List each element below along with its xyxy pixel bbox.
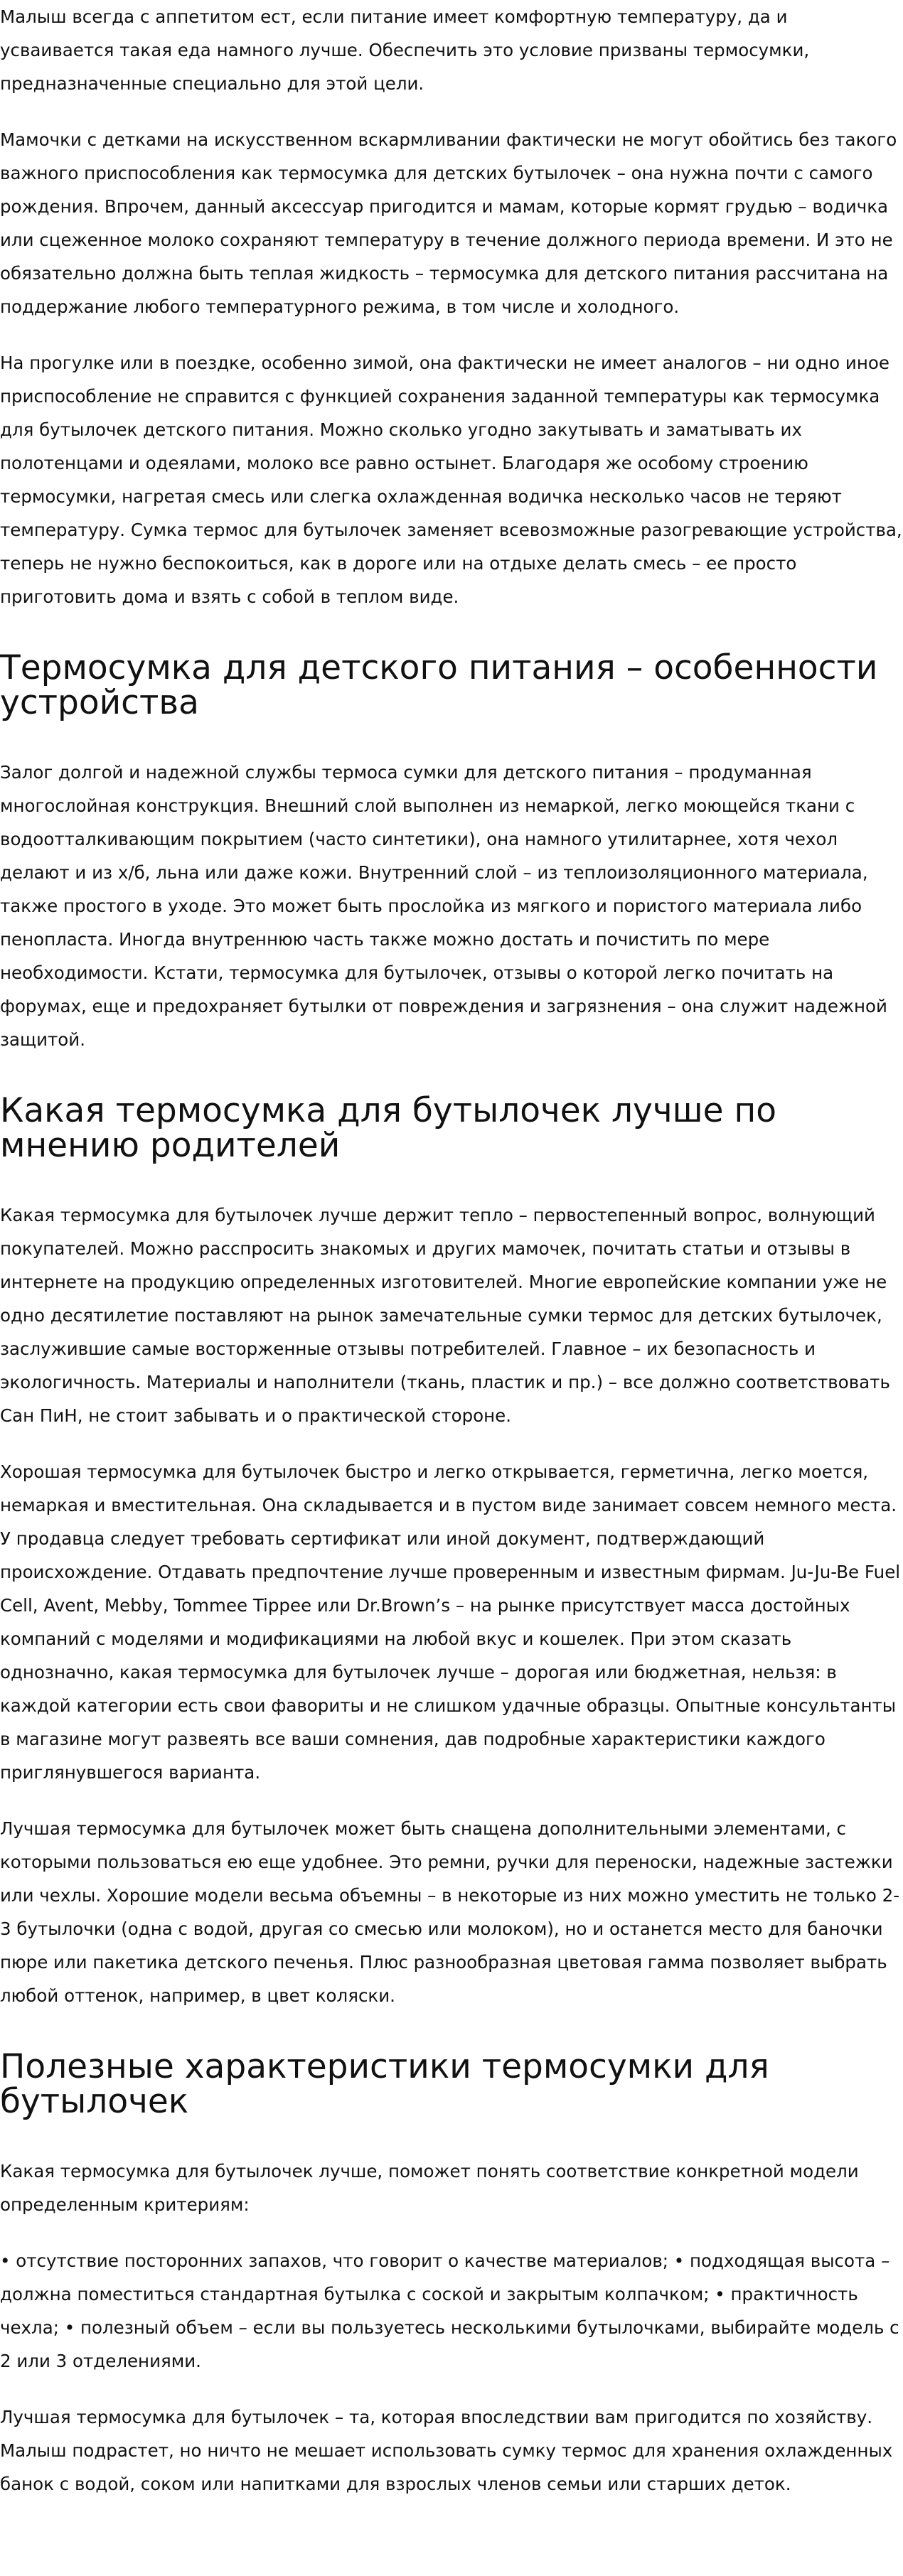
- heading-useful-features: Полезные характеристики термосумки для бутылочек: [0, 2047, 769, 2121]
- paragraph-conclusion: Лучшая термосумка для бутылочек – та, которая впоследствии вам пригодится по хозяйству. Малыш подрастет, но ничто не мешает использовать сумку термос для хранения охлажденных банок с водой, соком или напитками для взрослых членов семьи или старших деток.: [0, 2407, 893, 2494]
- paragraph-criteria-intro: Какая термосумка для бутылочек лучше, поможет понять соответствие конкретной модели определенным критериям:: [0, 2161, 859, 2215]
- heading-parents-opinion: Какая термосумка для бутылочек лучше по мнению родителей: [0, 1091, 776, 1165]
- heading-construction: Термосумка для детского питания – особенности устройства: [0, 648, 878, 722]
- paragraph-construction: Залог долгой и надежной службы термоса сумки для детского питания – продуманная многослойная конструкция. Внешний слой выполнен из немаркой, легко моющейся ткани с водоотталкивающим покрытием (часто синтетики), она намного утилитарнее, хотя чехол делают и из х/б, льна или даже кожи. Внутренний слой – из теплоизоляционного материала, также простого в уходе. Это может быть прослойка из мягкого и пористого материала либо пенопласта. Иногда внутреннюю часть также можно достать и почистить по мере необходимости. Кстати, термосумка для бутылочек, отзывы о которой легко почитать на форумах, еще и предохраняет бутылки от повреждения и загрязнения – она служит надежной защитой.: [0, 762, 887, 1050]
- paragraph-walks-and-trips: На прогулке или в поездке, особенно зимой, она фактически не имеет аналогов – ни одно иное приспособление не справится с функцией сохранения заданной температуры как термосумка для бутылочек детского питания. Можно сколько угодно закутывать и заматывать их полотенцами и одеялами, молоко все равно остынет. Благодаря же особому строению термосумки, нагретая смесь или слегка охлажденная водичка несколько часов не теряют температуру. Сумка термос для бутылочек заменяет всевозможные разогревающие устройства, теперь не нужно беспокоиться, как в дороге или на отдыхе делать смесь – ее просто приготовить дома и взять с собой в теплом виде.: [0, 353, 902, 607]
- paragraph-criteria-list: • отсутствие посторонних запахов, что говорит о качестве материалов; • подходящая высота – должна поместиться стандартная бутылка с соской и закрытым колпачком; • практичность чехла; • полезный объем – если вы пользуетесь несколькими бутылочками, выбирайте модель с 2 или 3 отделениями.: [0, 2250, 899, 2371]
- paragraph-keeps-warm: Какая термосумка для бутылочек лучше держит тепло – первостепенный вопрос, волнующий покупателей. Можно расспросить знакомых и других мамочек, почитать статьи и отзывы в интернете на продукцию определенных изготовителей. Многие европейские компании уже не одно десятилетие поставляют на рынок замечательные сумки термос для детских бутылочек, заслужившие самые восторженные отзывы потребителей. Главное – их безопасность и экологичность. Материалы и наполнители (ткань, пластик и пр.) – все должно соответствовать Сан ПиН, не стоит забывать и о практической стороне.: [0, 1205, 890, 1426]
- paragraph-intro: Малыш всегда с аппетитом ест, если питание имеет комфортную температуру, да и усваивается такая еда намного лучше. Обеспечить это условие призваны термосумки, предназначенные специально для этой цели.: [0, 6, 810, 94]
- paragraph-extra-elements: Лучшая термосумка для бутылочек может быть снащена дополнительными элементами, с которыми пользоваться ею еще удобнее. Это ремни, ручки для переноски, надежные застежки или чехлы. Хорошие модели весьма объемны – в некоторые из них можно уместить не только 2-3 бутылочки (одна с водой, другая со смесью или молоком), но и останется место для баночки пюре или пакетика детского печенья. Плюс разнообразная цветовая гамма позволяет выбрать любой оттенок, например, в цвет коляски.: [0, 1818, 900, 2006]
- paragraph-good-bag: Хорошая термосумка для бутылочек быстро и легко открывается, герметична, легко моется, немаркая и вместительная. Она складывается и в пустом виде занимает совсем немного места. У продавца следует требовать сертификат или иной документ, подтверждающий происхождение. Отдавать предпочтение лучше проверенным и известным фирмам. Ju-Ju-Be Fuel Cell, Avent, Mebby, Tommee Tippee или Dr.Brown’s – на рынке присутствует масса достойных компаний с моделями и модификациями на любой вкус и кошелек. При этом сказать однозначно, какая термосумка для бутылочек лучше – дорогая или бюджетная, нельзя: в каждой категории есть свои фавориты и не слишком удачные образцы. Опытные консультанты в магазине могут развеять все ваши сомнения, дав подробные характеристики каждого приглянувшегося варианта.: [0, 1461, 901, 1783]
- paragraph-artificial-feeding: Мамочки с детками на искусственном вскармливании фактически не могут обойтись без такого важного приспособления как термосумка для детских бутылочек – она нужна почти с самого рождения. Впрочем, данный аксессуар пригодится и мамам, которые кормят грудью – водичка или сцеженное молоко сохраняют температуру в течение должного периода времени. И это не обязательно должна быть теплая жидкость – термосумка для детского питания рассчитана на поддержание любого температурного режима, в том числе и холодного.: [0, 129, 897, 317]
